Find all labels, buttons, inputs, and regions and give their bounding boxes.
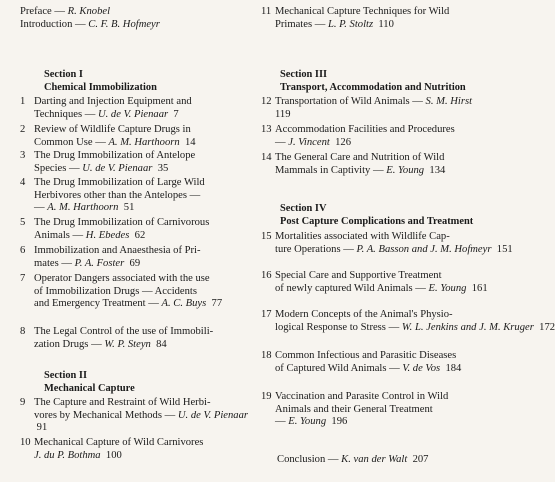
entry-title-line: Herbivores other than the Antelopes —: [34, 189, 201, 201]
entry-title-line: The Drug Immobilization of Antelope: [34, 150, 196, 161]
toc-entry: [261, 231, 513, 256]
toc-entry: [20, 245, 252, 270]
entry-title-line: The General Care and Nutrition of Wild: [275, 152, 445, 163]
entry-page: 51: [123, 202, 135, 214]
entry-author: H. Ebedes: [85, 229, 130, 241]
entry-number: 13: [261, 124, 272, 135]
entry-number: 3: [20, 150, 26, 161]
section-heading: Section IV: [280, 203, 327, 214]
entry-title-line: and Emergency Treatment —: [34, 298, 162, 310]
section-title: Chemical Immobilization: [44, 82, 157, 93]
toc-entry: [20, 150, 252, 175]
entry-title-line: mates —: [34, 257, 75, 269]
entry-page: 134: [429, 164, 446, 176]
entry-title-line: Mechanical Capture Techniques for Wild: [275, 6, 450, 17]
entry-page: 77: [211, 298, 223, 310]
conclusion-page: 207: [412, 454, 429, 465]
entry-number: 16: [261, 270, 272, 281]
entry-author: P. A. Basson and J. M. Hofmeyr: [356, 243, 492, 255]
entry-page: 184: [445, 362, 462, 374]
entry-number: 15: [261, 231, 272, 242]
entry-title-line: zation Drugs —: [34, 338, 105, 350]
entry-title-line: Operator Dangers associated with the use: [34, 273, 210, 284]
entry-author: S. M. Hirst: [425, 96, 473, 107]
entry-title-line: vores by Mechanical Methods —: [34, 409, 178, 421]
entry-page: 196: [331, 416, 348, 428]
entry-title-line: —: [275, 136, 289, 148]
entry-author: J. Vincent: [288, 136, 330, 148]
entry-title-line: Modern Concepts of the Animal's Physio-: [275, 309, 453, 320]
entry-page: 35: [157, 162, 169, 174]
entry-number: 1: [20, 96, 26, 107]
entry-author: U. de V. Pienaar: [97, 108, 169, 120]
entry-title-line: Primates —: [275, 18, 328, 30]
entry-page: 110: [378, 18, 394, 30]
entry-title-line: Special Care and Supportive Treatment: [275, 270, 442, 281]
section-heading: Section I: [44, 69, 83, 80]
conclusion-author: K. van der Walt: [341, 454, 408, 465]
entry-title-line: Animals and their General Treatment: [275, 403, 433, 415]
entry-author: A. M. Harthoorn: [108, 136, 180, 148]
entry-page: 126: [335, 136, 352, 148]
entry-title-line: Darting and Injection Equipment and: [34, 96, 192, 107]
introduction-label: Introduction: [20, 19, 73, 30]
entry-author: E. Young: [386, 164, 425, 176]
entry-page: 69: [129, 257, 141, 269]
preface-label: Preface: [20, 6, 52, 17]
entry-page: 119: [275, 108, 291, 120]
entry-number: 5: [20, 217, 26, 228]
toc-entry: [261, 6, 489, 31]
entry-title-line: The Drug Immobilization of Carnivorous: [34, 217, 210, 228]
entry-number: 19: [261, 391, 272, 402]
entry-title-line: Mammals in Captivity —: [275, 164, 387, 176]
introduction-author: C. F. B. Hofmeyr: [88, 19, 160, 30]
section-heading: Section II: [44, 370, 88, 381]
toc-entry: [261, 152, 489, 177]
entry-number: 9: [20, 397, 26, 408]
entry-author: A. M. Harthoorn: [47, 202, 119, 214]
entry-number: 14: [261, 152, 272, 163]
entry-title-line: Mechanical Capture of Wild Carnivores: [34, 437, 204, 448]
entry-author: V. de Vos: [402, 362, 441, 374]
entry-page: 7: [173, 108, 179, 120]
section-title: Transport, Accommodation and Nutrition: [280, 82, 466, 93]
entry-page: 91: [36, 422, 48, 434]
entry-number: 18: [261, 350, 272, 361]
entry-author: U. de V. Pienaar: [177, 409, 249, 421]
entry-title-line: Accommodation Facilities and Procedures: [275, 124, 455, 135]
preface-line: Preface — R. Knobel: [20, 6, 111, 17]
entry-title-line: Transportation of Wild Animals —: [275, 96, 426, 107]
conclusion-label: Conclusion: [277, 454, 326, 465]
entry-title-line: Immobilization and Anaesthesia of Pri-: [34, 245, 201, 256]
entry-title-line: Animals —: [34, 229, 86, 241]
entry-page: 161: [471, 282, 488, 294]
entry-author: A. C. Buys: [161, 298, 207, 310]
toc-entry: [261, 96, 489, 121]
entry-title-line: —: [275, 416, 289, 428]
toc-entry: [20, 273, 252, 311]
introduction-line: Introduction — C. F. B. Hofmeyr: [20, 19, 160, 30]
toc-entry: [261, 270, 489, 295]
entry-author: J. du P. Bothma: [34, 449, 101, 461]
entry-page: 172: [539, 321, 555, 333]
entry-title-line: of Immobilization Drugs — Accidents: [34, 285, 197, 297]
section-title: Mechanical Capture: [44, 383, 135, 394]
toc-entry: [20, 124, 252, 149]
entry-title-line: of Captured Wild Animals —: [275, 362, 403, 374]
entry-title-line: Techniques —: [34, 108, 98, 120]
preface-author: R. Knobel: [67, 6, 111, 17]
toc-entry: [261, 309, 555, 334]
toc-entry: [20, 217, 252, 242]
entry-title-line: Common Use —: [34, 136, 109, 148]
entry-title-line: Species —: [34, 162, 83, 174]
entry-title-line: The Capture and Restraint of Wild Herbi-: [34, 397, 211, 408]
entry-title-line: Common Infectious and Parasitic Diseases: [275, 350, 457, 361]
entry-page: 62: [134, 229, 146, 241]
entry-title-line: The Drug Immobilization of Large Wild: [34, 177, 205, 188]
entry-page: 151: [496, 243, 513, 255]
section-heading: Section III: [280, 69, 328, 80]
entry-title-line: ture Operations —: [275, 243, 357, 255]
entry-author: W. L. Jenkins and J. M. Kruger: [401, 321, 534, 333]
conclusion-line: Conclusion — K. van der Walt 207: [277, 454, 429, 465]
entry-title-line: Vaccination and Parasite Control in Wild: [275, 391, 449, 402]
entry-page: 14: [184, 136, 196, 148]
entry-title-line: of newly captured Wild Animals —: [275, 282, 429, 294]
entry-number: 8: [20, 326, 26, 337]
entry-number: 11: [261, 6, 272, 17]
toc-entry: [261, 124, 489, 149]
entry-page: 84: [156, 338, 167, 350]
toc-entry: [20, 326, 252, 351]
entry-author: E. Young: [288, 416, 327, 428]
entry-number: 2: [20, 124, 26, 135]
toc-entry: [20, 96, 252, 121]
entry-title-line: Mortalities associated with Wildlife Cap-: [275, 231, 450, 242]
entry-author: P. A. Foster: [74, 257, 125, 269]
entry-author: L. P. Stoltz: [327, 18, 374, 30]
entry-number: 7: [20, 273, 26, 284]
entry-number: 12: [261, 96, 272, 107]
entry-page: 100: [105, 449, 122, 461]
entry-title-line: Review of Wildlife Capture Drugs in: [34, 124, 191, 135]
toc-entry: [261, 391, 489, 429]
entry-number: 10: [20, 437, 31, 448]
toc-entry: [20, 437, 252, 462]
section-title: Post Capture Complications and Treatment: [280, 216, 474, 227]
entry-author: E. Young: [428, 282, 467, 294]
entry-number: 4: [20, 177, 26, 188]
entry-author: U. de V. Pienaar: [82, 162, 153, 174]
entry-title-line: The Legal Control of the use of Immobili-: [34, 326, 214, 337]
entry-author: W. P. Steyn: [104, 338, 151, 350]
toc-entry: [20, 397, 252, 435]
entry-number: 17: [261, 309, 272, 320]
entry-number: 6: [20, 245, 26, 256]
entry-title-line: logical Response to Stress —: [275, 321, 402, 333]
toc-entry: [261, 350, 489, 375]
toc-entry: 4 The Drug Immobilization of Large Wild Herbivores other than the Antelopes — — A. M. Harthoorn 51: [20, 177, 252, 215]
